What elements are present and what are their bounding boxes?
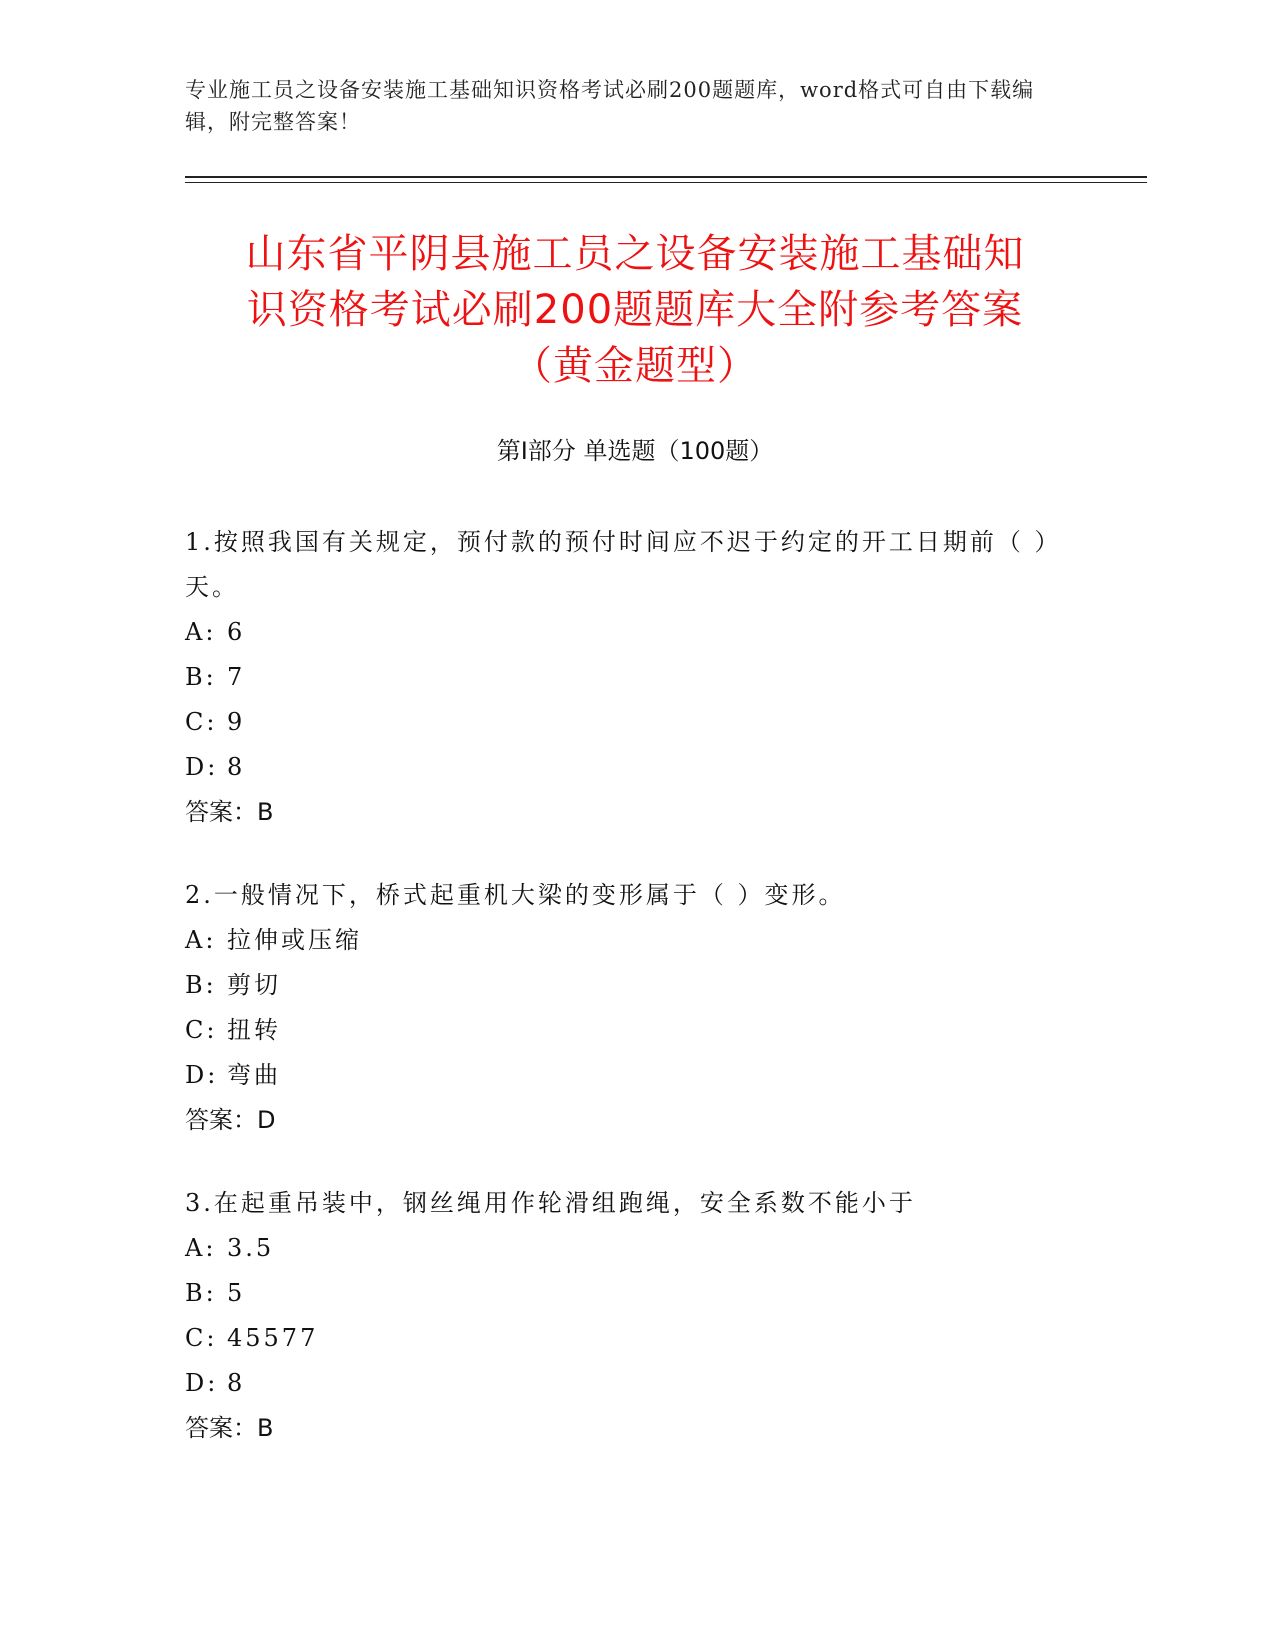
option-text: 3.5 — [227, 1234, 275, 1262]
option-d — [185, 1053, 1085, 1098]
option-a — [185, 1226, 1085, 1271]
option-c — [185, 1316, 1085, 1361]
answer-line: 答案：B — [185, 1414, 274, 1442]
document-title-line-2: 识资格考试必刷200题题库大全附参考答案 — [246, 287, 1024, 333]
option-c — [185, 1008, 1085, 1053]
question-2 — [185, 873, 1085, 1143]
option-text: 5 — [227, 1279, 246, 1307]
section-heading: 第Ⅰ部分 单选题（100题） — [496, 437, 774, 465]
header-rule-thick — [185, 176, 1147, 178]
option-text: 8 — [227, 1369, 246, 1397]
option-text: 9 — [227, 708, 246, 736]
option-d — [185, 1361, 1085, 1406]
option-b — [185, 655, 1085, 700]
option-letter: B: — [185, 971, 217, 999]
option-text: 扭转 — [227, 1016, 281, 1044]
question-stem: 1.按照我国有关规定，预付款的预付时间应不迟于约定的开工日期前（ ）天。 — [185, 528, 1062, 601]
question-1 — [185, 520, 1085, 835]
option-letter: C: — [185, 1016, 218, 1044]
option-a — [185, 610, 1085, 655]
header-note: 专业施工员之设备安装施工基础知识资格考试必刷200题题库，word格式可自由下载编辑，附完整答案！ — [185, 78, 1035, 134]
question-stem: 3.在起重吊装中，钢丝绳用作轮滑组跑绳，安全系数不能小于 — [185, 1189, 916, 1217]
option-letter: C: — [185, 708, 218, 736]
option-text: 6 — [227, 618, 246, 646]
answer-line: 答案：B — [185, 798, 274, 826]
option-letter: D: — [185, 1369, 219, 1397]
option-letter: A: — [185, 618, 217, 646]
answer-line: 答案：D — [185, 1106, 276, 1134]
option-letter: B: — [185, 663, 217, 691]
option-text: 7 — [227, 663, 246, 691]
option-text: 45577 — [227, 1324, 319, 1352]
question-3 — [185, 1181, 1085, 1451]
option-a — [185, 918, 1085, 963]
option-letter: D: — [185, 1061, 219, 1089]
option-b — [185, 963, 1085, 1008]
option-text: 8 — [227, 753, 246, 781]
question-stem: 2.一般情况下，桥式起重机大梁的变形属于（ ）变形。 — [185, 881, 846, 909]
option-letter: A: — [185, 1234, 217, 1262]
question-list — [185, 520, 1085, 1489]
option-text: 剪切 — [227, 971, 281, 999]
option-letter: D: — [185, 753, 219, 781]
option-d — [185, 745, 1085, 790]
option-b — [185, 1271, 1085, 1316]
option-text: 拉伸或压缩 — [227, 926, 362, 954]
option-text: 弯曲 — [227, 1061, 281, 1089]
option-letter: A: — [185, 926, 217, 954]
option-letter: B: — [185, 1279, 217, 1307]
option-c — [185, 700, 1085, 745]
document-title-line-1: 山东省平阴县施工员之设备安装施工基础知 — [245, 231, 1025, 277]
document-title-line-3: （黄金题型） — [512, 343, 758, 389]
document-title — [185, 226, 1085, 394]
option-letter: C: — [185, 1324, 218, 1352]
header-rule-thin — [185, 182, 1147, 183]
